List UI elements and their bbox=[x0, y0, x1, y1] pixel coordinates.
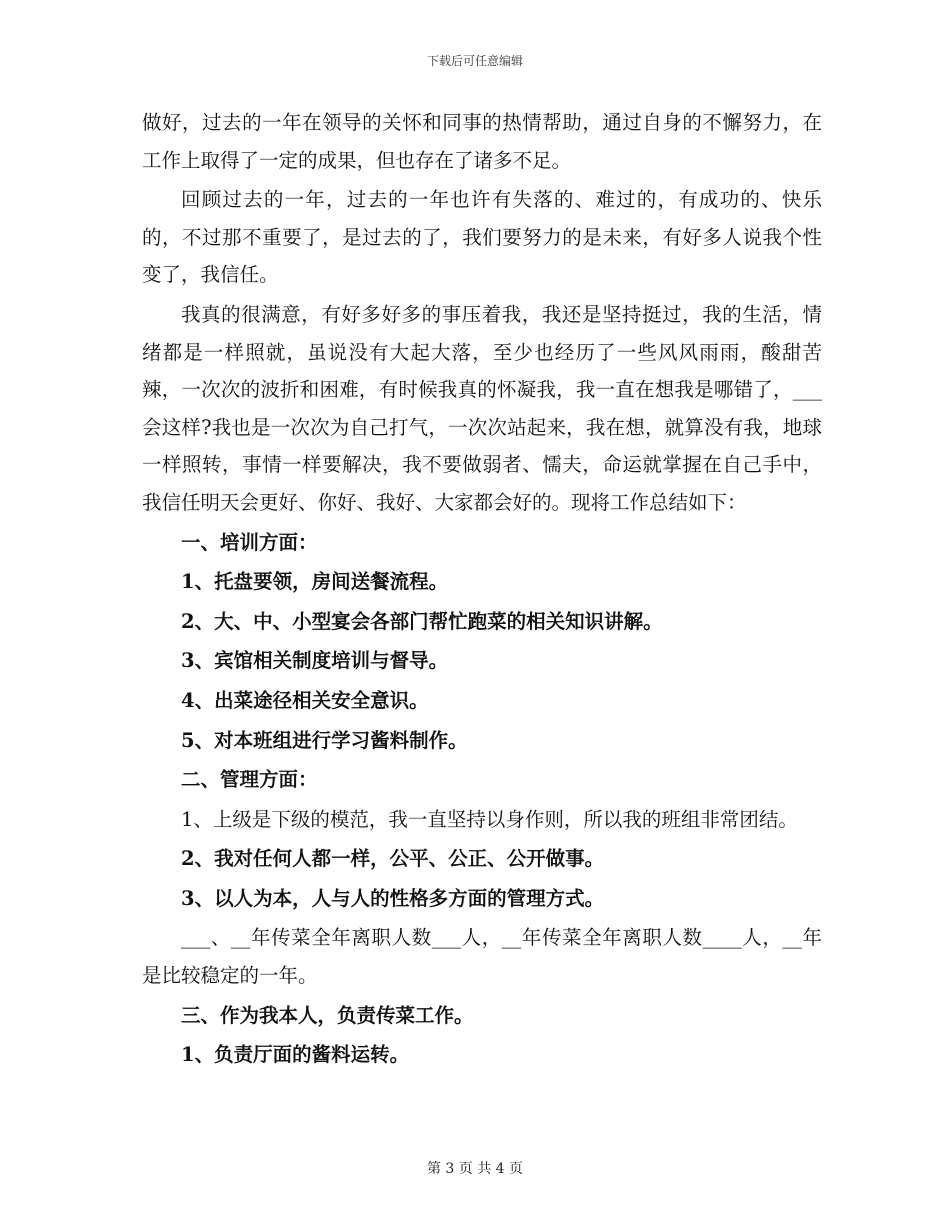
list-item-training-5: 5、对本班组进行学习酱料制作。 bbox=[181, 728, 468, 752]
page-header: 下载后可任意编辑 bbox=[426, 54, 523, 68]
section-heading-management: 二、管理方面： bbox=[181, 768, 318, 792]
document-body bbox=[142, 104, 822, 1074]
paragraph-2: 回顾过去的一年，过去的一年也许有失落的、难过的，有成功的、快乐的，不过那不重要了，是过去的了，我们要努力的是未来，有好多人说我个性变了，我信任。 bbox=[142, 188, 822, 287]
section-heading-self: 三、作为我本人，负责传菜工作。 bbox=[181, 1003, 474, 1027]
list-item-management-2: 2、我对任何人都一样，公平、公正、公开做事。 bbox=[181, 847, 605, 871]
list-item-self-1: 1、负责厅面的酱料运转。 bbox=[181, 1043, 410, 1067]
page-footer: 第 3 页 共 4 页 bbox=[426, 1161, 524, 1177]
list-item-management-1: 1、上级是下级的模范，我一直坚持以身作则，所以我的班组非常团结。 bbox=[181, 807, 798, 831]
list-item-training-4: 4、出菜途径相关安全意识。 bbox=[181, 688, 429, 712]
paragraph-1: 做好，过去的一年在领导的关怀和同事的热情帮助，通过自身的不懈努力，在工作上取得了一定的成果，但也存在了诸多不足。 bbox=[142, 111, 822, 172]
list-item-training-1: 1、托盘要领，房间送餐流程。 bbox=[181, 570, 449, 594]
paragraph-3: 我真的很满意，有好多好多的事压着我，我还是坚持挺过，我的生活，情绪都是一样照就，虽说没有大起大落，至少也经历了一些风风雨雨，酸甜苦辣，一次次的波折和困难，有时候我真的怀凝我，我一直在想我是哪错了，___会这样?我也是一次次为自己打气，一次次站起来，我在想，就算没有我，地球一样照转，事情一样要解决，我不要做弱者、懦夫，命运就掌握在自己手中，我信任明天会更好、你好、我好、大家都会好的。现将工作总结如下： bbox=[142, 302, 822, 514]
section-heading-training: 一、培训方面： bbox=[181, 530, 318, 554]
list-item-training-3: 3、宾馆相关制度培训与督导。 bbox=[181, 649, 449, 673]
paragraph-turnover: ___、__年传菜全年离职人数___人，__年传菜全年离职人数____人，__年是比较稳定的一年。 bbox=[142, 926, 822, 988]
list-item-training-2: 2、大、中、小型宴会各部门帮忙跑菜的相关知识讲解。 bbox=[181, 609, 663, 633]
list-item-management-3: 3、以人为本，人与人的性格多方面的管理方式。 bbox=[181, 886, 605, 910]
